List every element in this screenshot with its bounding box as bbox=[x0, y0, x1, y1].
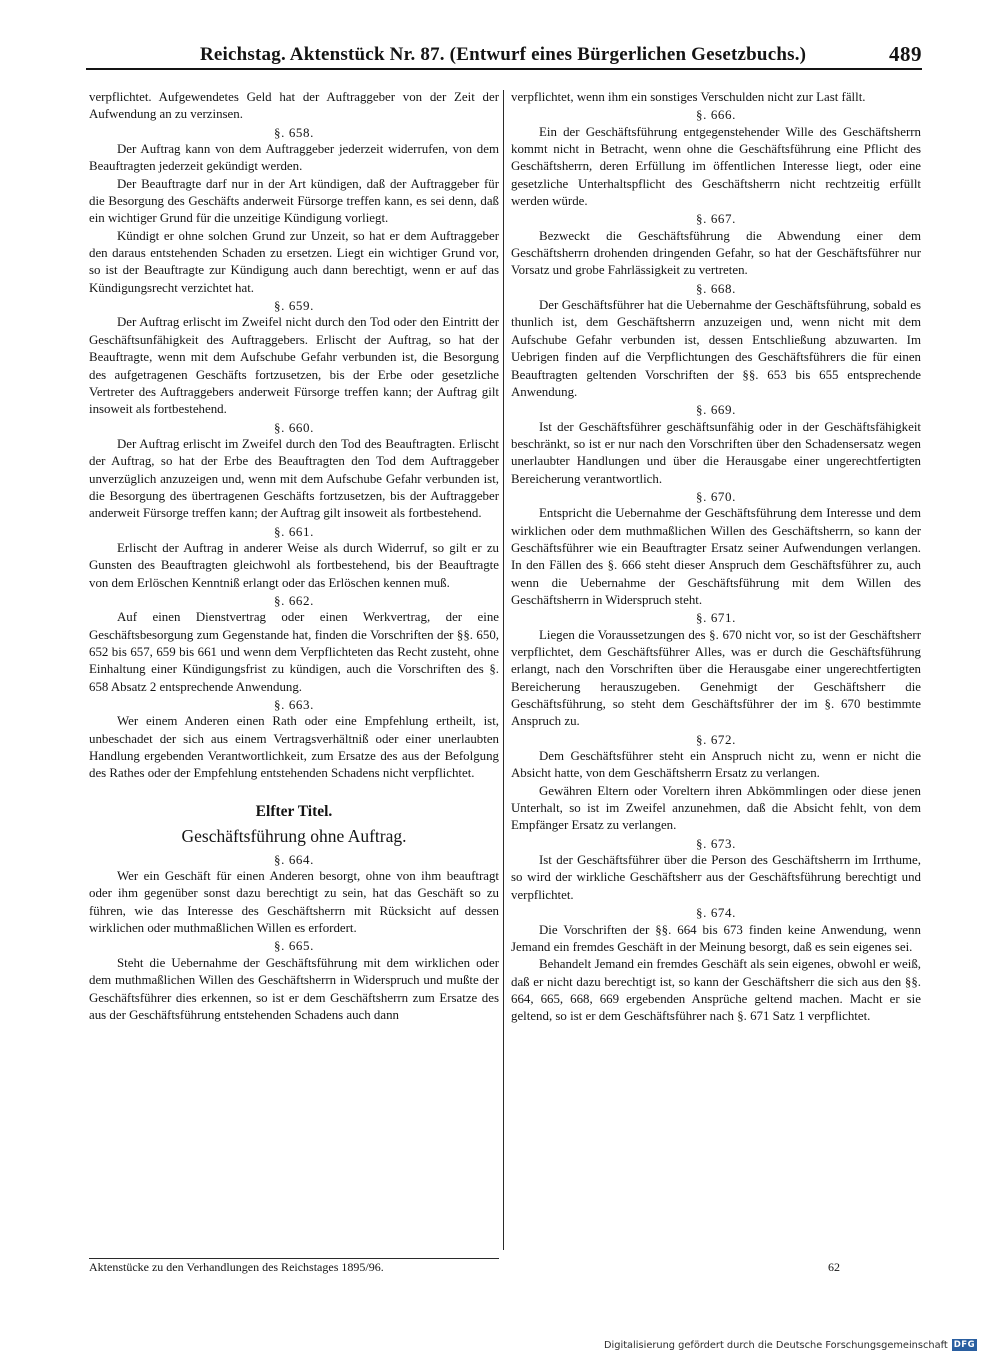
paragraph: Auf einen Dienstvertrag oder einen Werkvertrag, der eine Geschäftsbesorgung zum Gegenstande hat, finden die Vorschriften der §§. 650, 652 bis 657, 659 bis 661 und wenn dem Verpflichteten das Recht zusteht, ohne Einhaltung einer Kündigungsfrist zu kündigen, auch die Vorschriften des §. 658 Absatz 2 entsprechende Anwendung. bbox=[89, 610, 499, 694]
title-label: Elfter Titel. bbox=[255, 802, 333, 820]
paragraph: Ist der Geschäftsführer über die Person des Geschäftsherrn im Irrthume, so wird der wirkliche Geschäftsherr aus der Geschäftsführung berechtigt und verpflichtet. bbox=[511, 853, 921, 902]
credit-text: Digitalisierung gefördert durch die Deutsche Forschungsgemeinschaft bbox=[604, 1339, 948, 1351]
left-column bbox=[89, 89, 499, 1024]
paragraph: Entspricht die Uebernahme der Geschäftsführung dem Interesse und dem wirklichen oder dem muthmaßlichen Willen des Geschäftsherrn, so kann der Geschäftsführer wie ein Beauftragter Ersatz seiner Aufwendungen verlangen. In den Fällen des §. 666 steht dieser Anspruch dem Geschäftsführer zu, auch wenn die Uebernahme der Geschäftsführung mit dem Willen des Geschäftsherrn in Widerspruch steht. bbox=[511, 506, 921, 607]
section-number-673: §. 673. bbox=[696, 835, 736, 851]
paragraph: Der Auftrag kann von dem Auftraggeber jederzeit widerrufen, von dem Beauftragten jederzeit gekündigt werden. bbox=[89, 142, 499, 174]
header-rule bbox=[86, 68, 922, 70]
footer-rule bbox=[89, 1258, 499, 1259]
paragraph: Ist der Geschäftsführer geschäftsunfähig oder in der Geschäftsfähigkeit beschränkt, so ist er nur nach den Vorschriften über den Schadensersatz wegen unerlaubter Handlungen und über die Herausgabe einer ungerechtfertigten Bereicherung verantwortlich. bbox=[511, 419, 921, 486]
section-number-659: §. 659. bbox=[274, 298, 314, 314]
section-number-664: §. 664. bbox=[274, 851, 314, 867]
dfg-logo-icon: DFG bbox=[953, 1340, 976, 1350]
footer-sheet-number: 62 bbox=[828, 1260, 840, 1274]
digitization-credit bbox=[604, 1338, 977, 1352]
section-number-665: §. 665. bbox=[274, 938, 314, 954]
paragraph: Wer ein Geschäft für einen Anderen besorgt, ohne von ihm beauftragt oder ihm gegenüber sonst dazu berechtigt zu sein, hat das Geschäft so zu führen, wie das Interesse des Geschäftsherrn mit Rücksicht auf dessen wirklichen oder muthmaßlichen Willen es erfordert. bbox=[89, 869, 499, 936]
section-number-674: §. 674. bbox=[696, 905, 736, 921]
paragraph: Erlischt der Auftrag in anderer Weise als durch Widerruf, so gilt er zu Gunsten des Beauftragten gleichwohl als fortbestehend, bis der Beauftragte von dem Erlöschen Kenntniß erlangt oder das Erlöschen kennen muß. bbox=[89, 540, 499, 590]
section-number-668: §. 668. bbox=[696, 280, 736, 296]
column-divider bbox=[503, 90, 504, 1250]
section-number-658: §. 658. bbox=[274, 124, 314, 140]
section-number-660: §. 660. bbox=[274, 419, 314, 435]
paragraph: Der Auftrag erlischt im Zweifel durch den Tod des Beauftragten. Erlischt der Auftrag, so hat der Erbe des Beauftragten den Tod dem Auftraggeber unverzüglich anzuzeigen und, wenn mit dem Aufschube Gefahr verbunden ist, die Besorgung des übertragenen Geschäfts fortzusetzen, bis der Auftraggeber anderweit Fürsorge treffen kann; der Auftrag gilt insoweit als fortbestehend. bbox=[89, 436, 499, 521]
section-number-669: §. 669. bbox=[696, 402, 736, 418]
paragraph: Liegen die Voraussetzungen des §. 670 nicht vor, so ist der Geschäftsherr verpflichtet, dem Geschäftsführer Alles, was er durch die Geschäftsführung erlangt, nach den Vorschriften über die Herausgabe einer ungerechtfertigten Bereicherung herauszugeben. Genehmigt der Geschäftsherr die Geschäftsführung, so steht dem Geschäftsführer der im §. 670 bestimmte Anspruch zu. bbox=[511, 627, 921, 729]
paragraph: Wer einem Anderen einen Rath oder eine Empfehlung ertheilt, ist, unbeschadet der sich aus einem Vertragsverhältniß oder einer unerlaubten Handlung ergebenden Verantwortlichkeit, zum Ersatze des aus der Befolgung des Rathes oder der Empfehlung entstehenden Schadens nicht verpflichtet. bbox=[89, 714, 499, 781]
section-number-667: §. 667. bbox=[696, 211, 736, 227]
paragraph: Die Vorschriften der §§. 664 bis 673 finden keine Anwendung, wenn Jemand ein fremdes Geschäft in der Meinung besorgt, daß es sein eigenes sei. bbox=[511, 922, 921, 954]
paragraph: Dem Geschäftsführer steht ein Anspruch nicht zu, wenn er nicht die Absicht hatte, von dem Geschäftsherrn Ersatz zu verlangen. bbox=[511, 749, 921, 781]
paragraph: Der Beauftragte darf nur in der Art kündigen, daß der Auftraggeber für die Besorgung des Geschäfts anderweit Fürsorge treffen kann, es sei denn, daß ein wichtiger Grund für die unzeitige Kündigung vorliegt. bbox=[89, 176, 499, 226]
paragraph: Der Auftrag erlischt im Zweifel nicht durch den Tod oder den Eintritt der Geschäftsunfähigkeit des Auftraggebers. Erlischt der Auftrag, so hat der Beauftragte, wenn mit dem Aufschube Gefahr verbunden ist, die Besorgung des aufgetragenen Geschäfts fortzusetzen, bis der Erbe oder gesetzliche Vertreter des Auftraggebers anderweit Fürsorge treffen kann; der Auftrag gilt insoweit als fortbestehend. bbox=[89, 315, 499, 417]
right-column bbox=[511, 89, 921, 1026]
page-header bbox=[86, 40, 922, 70]
paragraph: Der Geschäftsführer hat die Uebernahme der Geschäftsführung, sobald es thunlich ist, dem Geschäftsherrn anzuzeigen und, wenn nicht mit dem Aufschube Gefahr verbunden ist, dessen Entschließung abzuwarten. Im Uebrigen finden auf die Verpflichtungen des Geschäftsführers die für einen Beauftragten geltenden Vorschriften der §§. 653 bis 655 entsprechende Anwendung. bbox=[511, 298, 921, 399]
paragraph: Gewähren Eltern oder Voreltern ihren Abkömmlingen oder diese jenen Unterhalt, so ist im Zweifel anzunehmen, daß die Absicht fehlt, von dem Empfänger Ersatz zu verlangen. bbox=[511, 783, 921, 833]
section-number-672: §. 672. bbox=[696, 731, 736, 747]
section-number-666: §. 666. bbox=[696, 107, 736, 123]
paragraph: verpflichtet. Aufgewendetes Geld hat der Auftraggeber von der Zeit der Aufwendung an zu verzinsen. bbox=[89, 90, 499, 122]
section-number-663: §. 663. bbox=[274, 697, 314, 713]
page-number: 489 bbox=[889, 42, 922, 66]
paragraph: Steht die Uebernahme der Geschäftsführung mit dem wirklichen oder dem muthmaßlichen Willen des Geschäftsherrn in Widerspruch und mußte der Geschäftsführer dies erkennen, so ist er dem Geschäftsherrn zum Ersatze des aus der Geschäftsführung entstehenden Schadens auch dann bbox=[89, 955, 499, 1022]
section-number-670: §. 670. bbox=[696, 488, 736, 504]
running-head: Reichstag. Aktenstück Nr. 87. (Entwurf eines Bürgerlichen Gesetzbuchs.) bbox=[200, 44, 807, 65]
title-block bbox=[89, 801, 499, 849]
section-number-661: §. 661. bbox=[274, 523, 314, 539]
paragraph: Bezweckt die Geschäftsführung die Abwendung einer dem Geschäftsherrn drohenden dringenden Gefahr, so hat der Geschäftsführer nur Vorsatz und grobe Fahrlässigkeit zu vertreten. bbox=[511, 228, 921, 278]
section-number-662: §. 662. bbox=[274, 592, 314, 608]
paragraph: Kündigt er ohne solchen Grund zur Unzeit, so hat er dem Auftraggeber den daraus entstehenden Schaden zu ersetzen. Liegt ein wichtiger Grund vor, so ist der Beauftragte zur Kündigung auch dann berechtigt, wenn er auf das Kündigungsrecht verzichtet hat. bbox=[89, 228, 499, 295]
paragraph: Ein der Geschäftsführung entgegenstehender Wille des Geschäftsherrn kommt nicht in Betracht, wenn ohne die Geschäftsführung eine Pflicht des Geschäftsherrn, deren Erfüllung im öffentlichen Interesse liegt, oder eine gesetzliche Unterhaltspflicht des Geschäftsherrn nicht rechtzeitig erfüllt werden würde. bbox=[511, 124, 921, 209]
title-subtitle: Geschäftsführung ohne Auftrag. bbox=[181, 825, 407, 846]
section-number-671: §. 671. bbox=[696, 610, 736, 626]
paragraph: verpflichtet, wenn ihm ein sonstiges Verschulden nicht zur Last fällt. bbox=[511, 90, 866, 104]
paragraph: Behandelt Jemand ein fremdes Geschäft als sein eigenes, obwohl er weiß, daß er nicht dazu berechtigt ist, so kann der Geschäftsherr die sich aus den §§. 664, 665, 668, 669 ergebenden Ansprüche geltend machen. Macht er sie geltend, so ist er dem Geschäftsführer nach §. 671 Satz 1 verpflichtet. bbox=[511, 957, 921, 1024]
footer-source-line: Aktenstücke zu den Verhandlungen des Reichstages 1895/96. bbox=[89, 1260, 384, 1274]
